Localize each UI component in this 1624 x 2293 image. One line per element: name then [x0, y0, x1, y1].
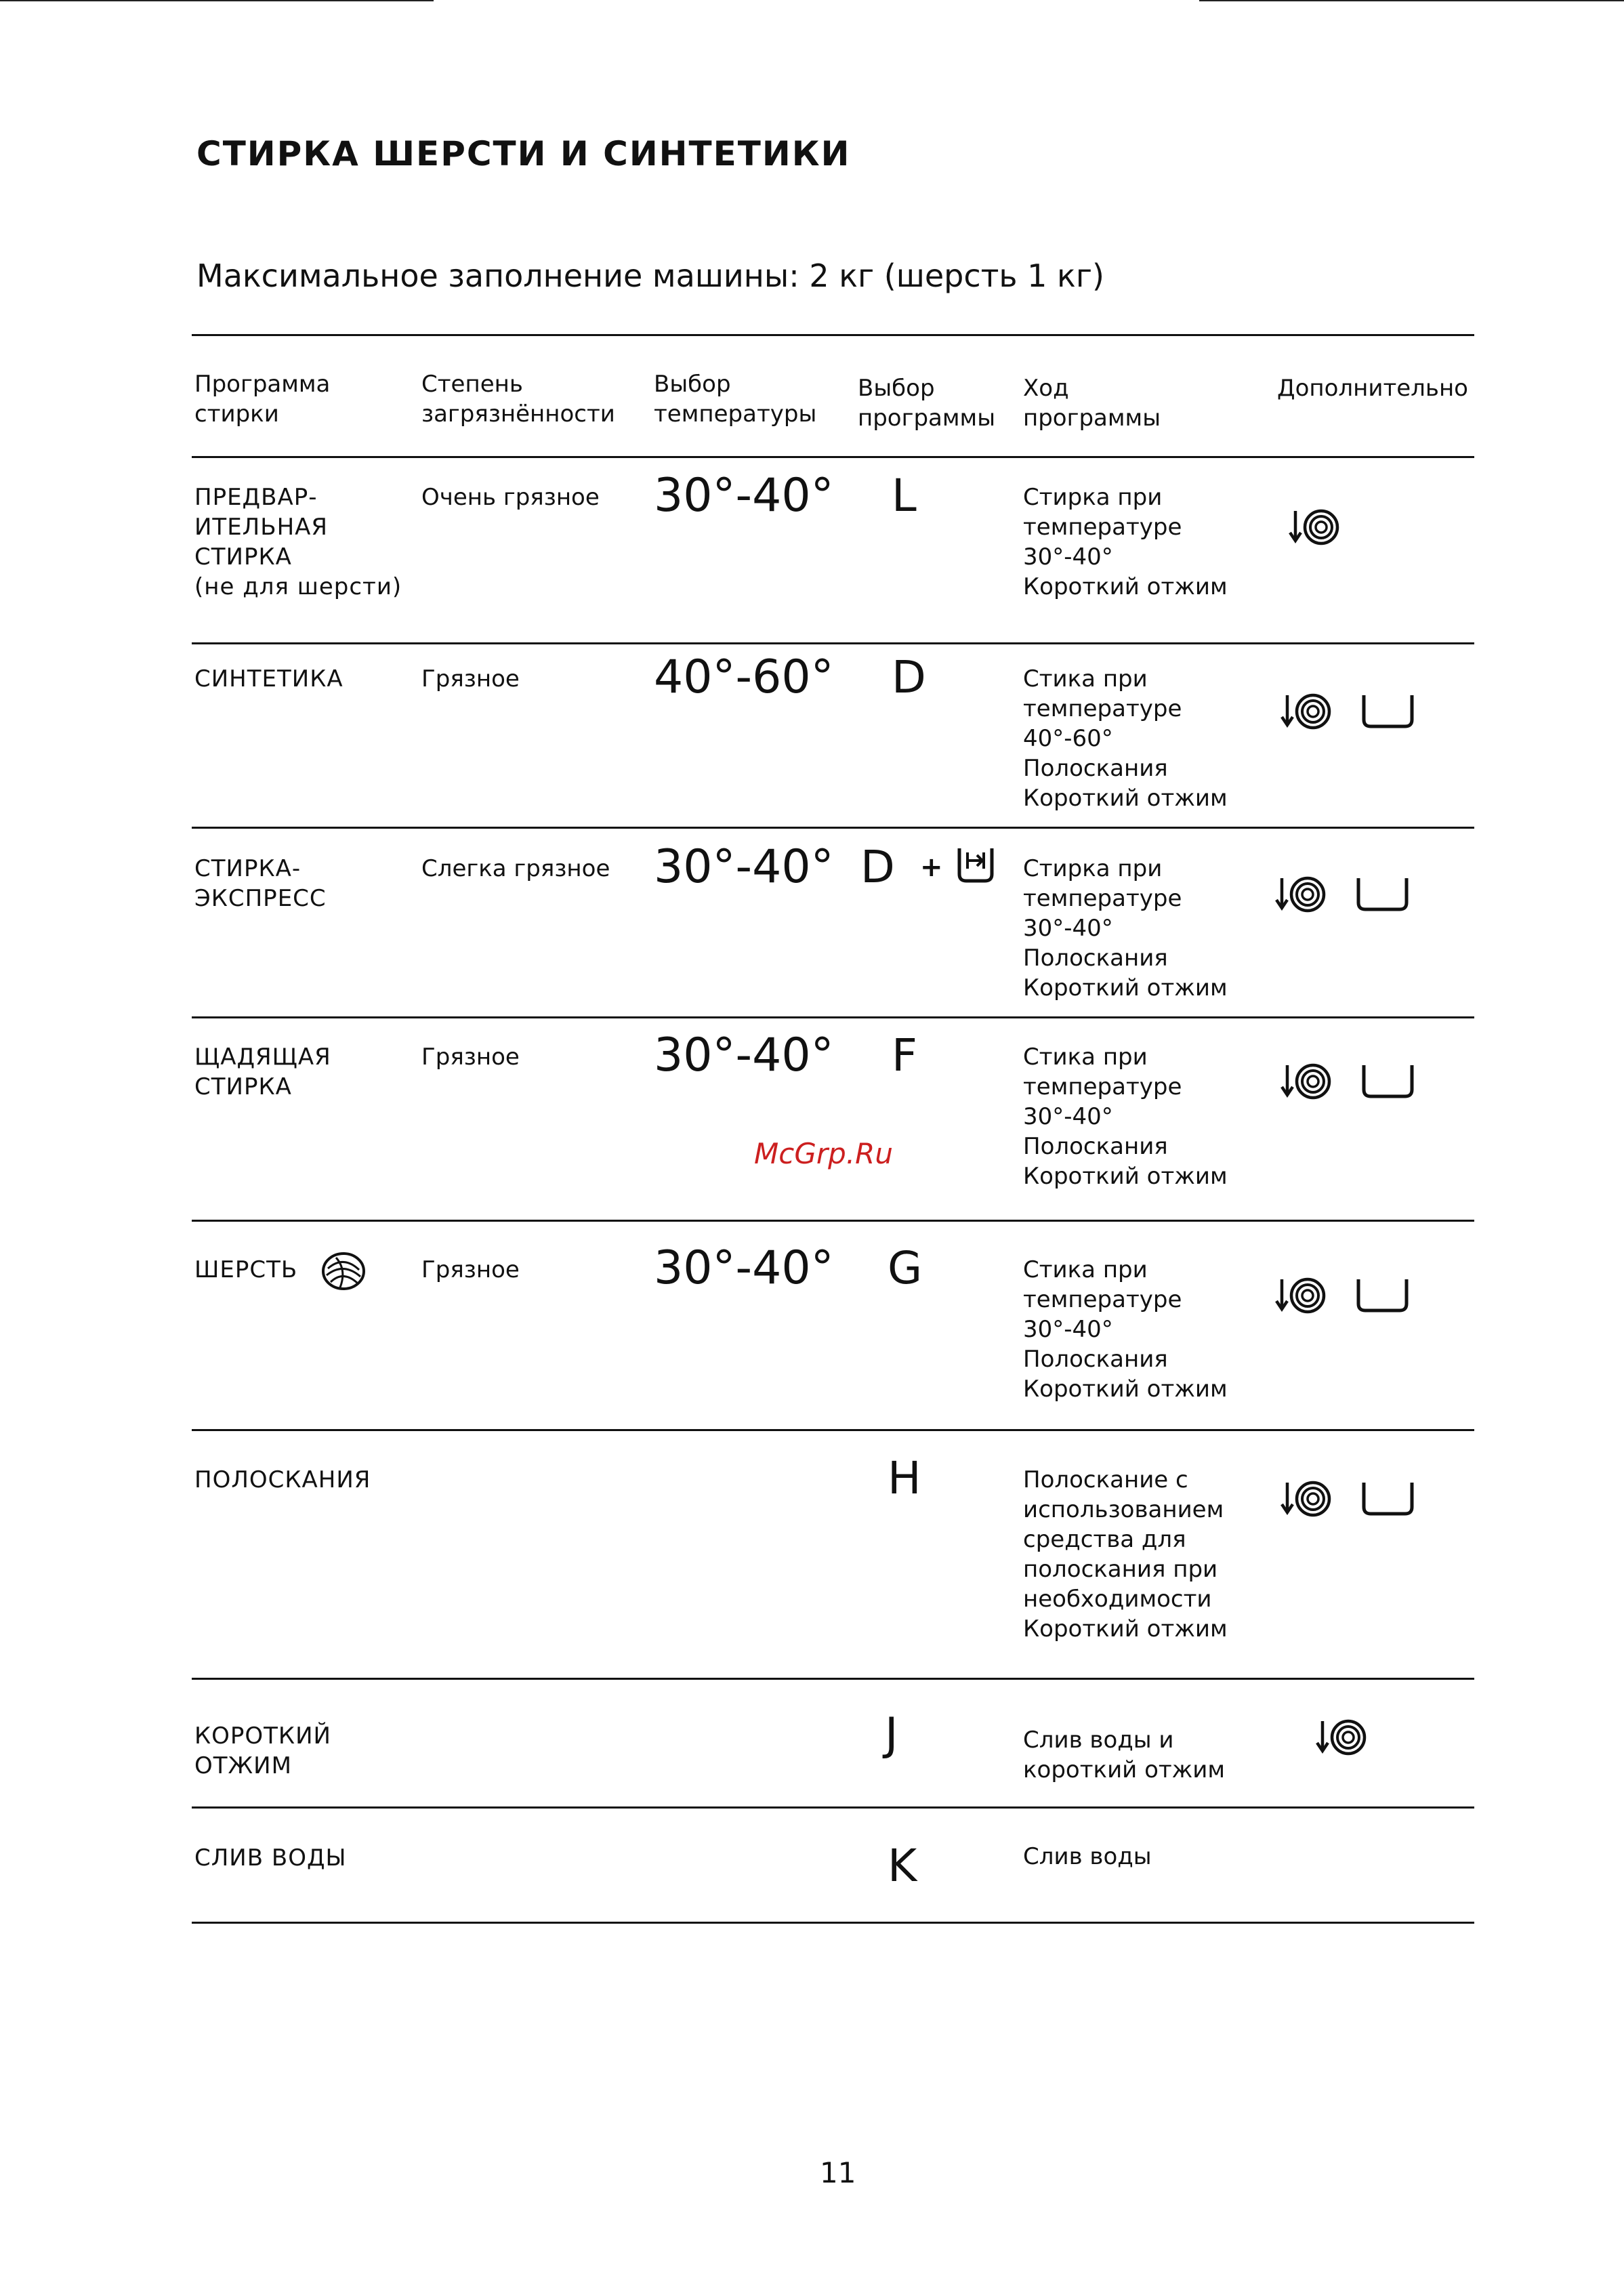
- program-letter: L: [892, 470, 917, 522]
- rinse-tub-icon: [1355, 875, 1411, 913]
- spin-icon: [1279, 1062, 1335, 1100]
- program-course: Стика при температуре 30°-40° Полоскания Короткий отжим: [1023, 1256, 1228, 1403]
- header-soil: Степень загрязнённости: [421, 371, 615, 428]
- program-course: Слив воды: [1023, 1843, 1152, 1870]
- time-saver-icon: [955, 844, 996, 885]
- program-name: ПОЛОСКАНИЯ: [194, 1466, 371, 1493]
- header-program: Программа стирки: [194, 371, 331, 428]
- row-divider: [192, 1220, 1474, 1222]
- soil-level: Грязное: [421, 1256, 520, 1283]
- program-name: СЛИВ ВОДЫ: [194, 1844, 347, 1872]
- row-divider: [192, 1429, 1474, 1431]
- spin-icon: [1314, 1718, 1370, 1756]
- spin-icon: [1279, 1480, 1335, 1518]
- program-course: Полоскание с использованием средства для полоскания при необходимости Короткий отжим: [1023, 1466, 1228, 1643]
- top-rule-left: [0, 0, 434, 1]
- program-letter: J: [885, 1708, 898, 1760]
- soil-level: Слегка грязное: [421, 855, 610, 882]
- temperature: 40°-60°: [654, 650, 834, 704]
- program-course: Стирка при температуре 30°-40° Полоскания Короткий отжим: [1023, 855, 1228, 1001]
- row-divider: [192, 827, 1474, 829]
- program-letter: F: [892, 1029, 917, 1081]
- program-name: КОРОТКИЙ ОТЖИМ: [194, 1722, 331, 1779]
- page-title: СТИРКА ШЕРСТИ И СИНТЕТИКИ: [196, 134, 851, 173]
- temperature: 30°-40°: [654, 840, 834, 894]
- header-temp: Выбор температуры: [654, 371, 817, 428]
- spin-icon: [1274, 875, 1329, 913]
- program-course: Стика при температуре 30°-40° Полоскания Короткий отжим: [1023, 1044, 1228, 1190]
- program-name: ЩАДЯЩАЯ СТИРКА: [194, 1044, 331, 1100]
- watermark: McGrp.Ru: [754, 1137, 893, 1170]
- soil-level: Грязное: [421, 1044, 520, 1071]
- program-course: Стирка при температуре 30°-40° Короткий отжим: [1023, 484, 1228, 600]
- temperature: 30°-40°: [654, 1241, 834, 1295]
- program-name: ПРЕДВАР- ИТЕЛЬНАЯ СТИРКА (не для шерсти): [194, 484, 402, 600]
- rinse-tub-icon: [1360, 1480, 1416, 1518]
- soil-level: Грязное: [421, 665, 520, 693]
- header-rule: [192, 456, 1474, 458]
- table-top-rule: [192, 334, 1474, 336]
- header-extra: Дополнительно: [1277, 375, 1468, 402]
- program-letter: K: [888, 1840, 917, 1892]
- rinse-tub-icon: [1355, 1277, 1411, 1315]
- row-divider: [192, 1806, 1474, 1809]
- temperature: 30°-40°: [654, 1029, 834, 1082]
- program-letter: H: [888, 1452, 921, 1504]
- row-divider: [192, 642, 1474, 644]
- rinse-tub-icon: [1360, 1062, 1416, 1100]
- top-rule-right: [1199, 0, 1624, 1]
- spin-icon: [1287, 508, 1343, 546]
- page-number: 11: [820, 2156, 856, 2189]
- row-divider: [192, 1678, 1474, 1680]
- program-letter: D: [860, 841, 895, 893]
- program-letter: G: [888, 1242, 923, 1294]
- row-divider: [192, 1016, 1474, 1018]
- temperature: 30°-40°: [654, 469, 834, 522]
- wool-icon: [320, 1249, 367, 1293]
- spin-icon: [1274, 1277, 1329, 1315]
- program-letter: D: [892, 651, 926, 703]
- program-course: Стика при температуре 40°-60° Полоскания Короткий отжим: [1023, 665, 1228, 812]
- program-name: СИНТЕТИКА: [194, 665, 343, 693]
- program-course: Слив воды и короткий отжим: [1023, 1727, 1226, 1783]
- spin-icon: [1279, 693, 1335, 730]
- header-select: Выбор программы: [858, 375, 996, 432]
- program-name: ШЕРСТЬ: [194, 1256, 298, 1283]
- max-load-subtitle: Максимальное заполнение машины: 2 кг (шерсть 1 кг): [196, 257, 1104, 294]
- rinse-tub-icon: [1360, 693, 1416, 730]
- plus-sign: +: [920, 852, 943, 883]
- table-bottom-rule: [192, 1922, 1474, 1924]
- soil-level: Очень грязное: [421, 484, 600, 511]
- header-course: Ход программы: [1023, 375, 1161, 432]
- program-name: СТИРКА- ЭКСПРЕСС: [194, 855, 327, 912]
